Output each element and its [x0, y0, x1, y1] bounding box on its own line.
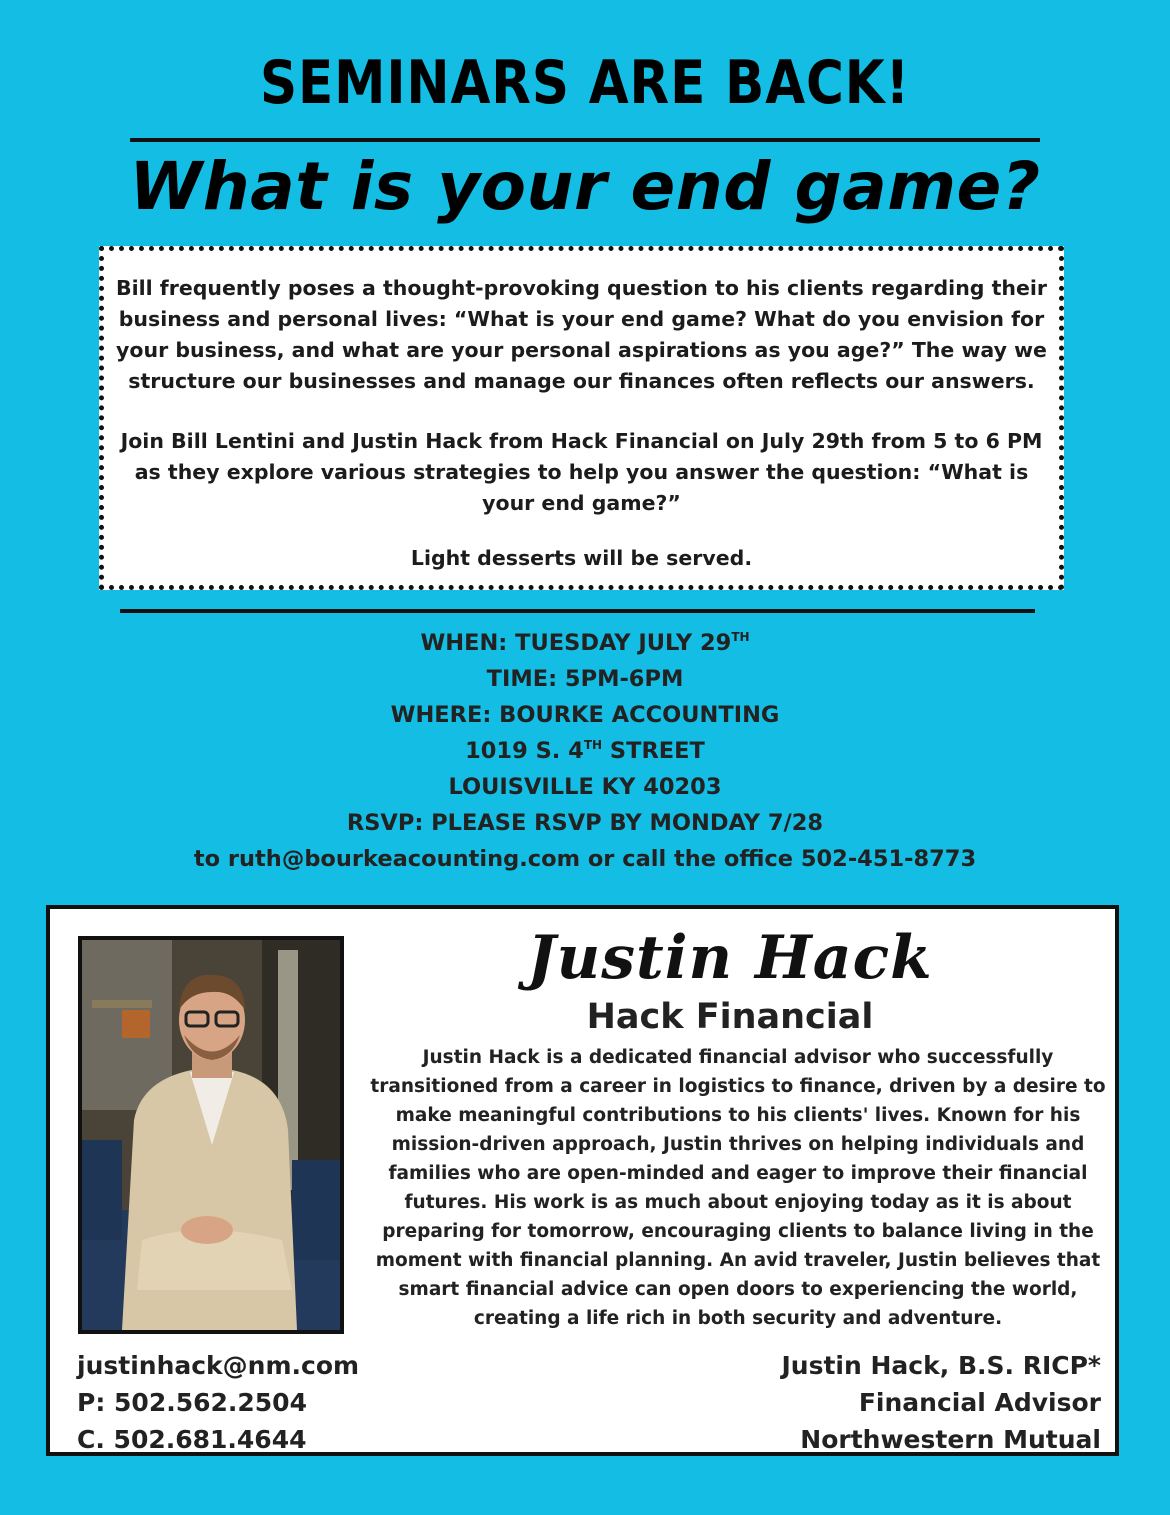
- info-box: [99, 246, 1064, 590]
- info-paragraph-2: Join Bill Lentini and Justin Hack from Hack Financial on July 29th from 5 to 6 PM as they explore various strategies to help you answer the question: “What is your end game?”: [120, 429, 1043, 515]
- divider-middle: [120, 609, 1035, 613]
- contact-block: [77, 1347, 359, 1458]
- advisor-photo-illustration: [82, 940, 340, 1330]
- subheadline: What is your end game?: [129, 148, 1041, 225]
- event-street: 1019 S. 4TH STREET: [465, 738, 705, 764]
- event-where: WHERE: BOURKE ACCOUNTING: [390, 702, 780, 728]
- profile-card: [46, 905, 1119, 1456]
- credential-name: Justin Hack, B.S. RICP*: [781, 1351, 1101, 1380]
- contact-phone[interactable]: P: 502.562.2504: [77, 1388, 307, 1417]
- event-rsvp-contact: to ruth@bourkeacounting.com or call the office 502-451-8773: [193, 846, 977, 872]
- event-time: TIME: 5PM-6PM: [486, 666, 684, 692]
- event-city: LOUISVILLE KY 40203: [448, 774, 722, 800]
- event-when: WHEN: TUESDAY JULY 29TH: [420, 630, 750, 656]
- contact-email[interactable]: justinhack@nm.com: [77, 1351, 360, 1380]
- event-details: [0, 625, 1170, 877]
- divider-top: [130, 138, 1040, 142]
- headline: SEMINARS ARE BACK!: [260, 48, 910, 118]
- advisor-photo: [78, 936, 344, 1334]
- credential-title: Financial Advisor: [858, 1388, 1101, 1417]
- advisor-name: Justin Hack: [527, 923, 933, 993]
- info-paragraph-3: Light desserts will be served.: [410, 546, 753, 570]
- advisor-bio: Justin Hack is a dedicated financial advisor who successfully transitioned from a career in logistics to finance, driven by a desire to make meaningful contributions to his clients' lives. Known for his mission-driven approach, Justin thrives on helping individuals and families who are open-minded and eager to improve their financial futures. His work is as much about enjoying today as it is about preparing for tomorrow, encouraging clients to balance living in the moment with financial planning. An avid traveler, Justin believes that smart financial advice can open doors to experiencing the world, creating a life rich in both security and adventure.: [370, 1047, 1106, 1329]
- credentials-block: [782, 1347, 1102, 1458]
- contact-cell[interactable]: C. 502.681.4644: [77, 1425, 307, 1454]
- event-rsvp: RSVP: PLEASE RSVP BY MONDAY 7/28: [346, 810, 824, 836]
- info-paragraph-1: Bill frequently poses a thought-provoking question to his clients regarding their business and personal lives: “What is your end game? What do you envision for your business, and what are your personal aspirations as you age?” The way we structure our businesses and manage our finances often reflects our answers.: [115, 276, 1048, 393]
- credential-company: Northwestern Mutual: [800, 1425, 1101, 1454]
- advisor-company: Hack Financial: [586, 997, 874, 1037]
